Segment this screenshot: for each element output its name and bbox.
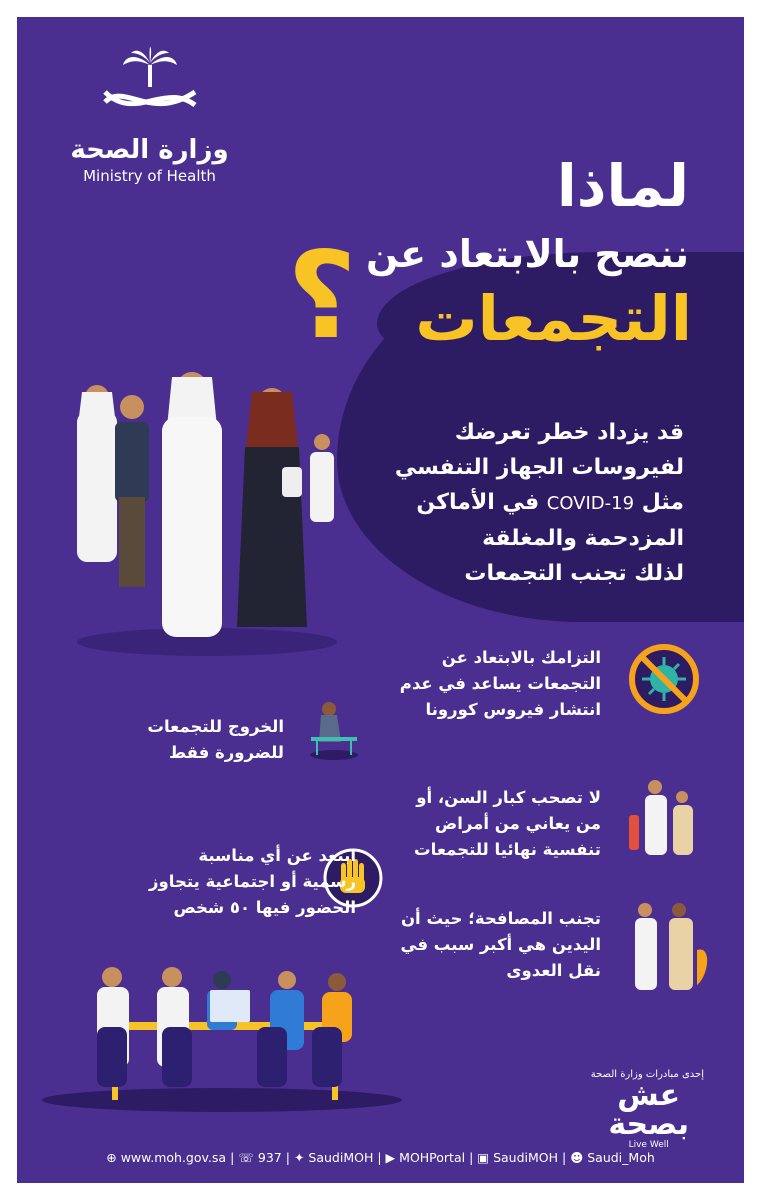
tip-handshake	[401, 906, 601, 984]
tip-events	[149, 843, 356, 921]
footer-phone[interactable]: 937	[257, 1150, 282, 1165]
tip-events-line3: الحضور فيها ٥٠ شخص	[173, 898, 356, 917]
handshake-illustration	[627, 895, 712, 995]
title-line1: لماذا	[556, 152, 689, 220]
twitter-icon: ✦	[293, 1150, 305, 1165]
tip-necessity-line1: الخروج للتجمعات	[147, 717, 284, 736]
live-well-logo	[608, 1078, 689, 1150]
tip-commit	[400, 645, 601, 723]
question-mark: ؟	[287, 227, 357, 366]
brand-tagline: Live Well	[628, 1140, 669, 1150]
brand-name-line2: بصحة	[608, 1106, 689, 1142]
globe-icon: ⊕	[106, 1150, 117, 1165]
footer-facebook[interactable]: SaudiMOH	[493, 1150, 559, 1165]
phone-icon: ☏	[238, 1150, 254, 1165]
footer-contacts	[17, 1150, 744, 1165]
no-virus-icon	[627, 642, 701, 716]
intro-line3-pre: مثل	[641, 490, 684, 515]
tip-events-line2: رسمية أو اجتماعية يتجاوز	[149, 872, 356, 891]
youtube-icon: ▶	[385, 1150, 396, 1165]
snapchat-icon: ☻	[570, 1150, 584, 1165]
intro-text	[344, 415, 684, 591]
footer-website[interactable]: www.moh.gov.sa	[120, 1150, 227, 1165]
tip-necessity	[147, 714, 284, 766]
meeting-illustration	[42, 952, 402, 1112]
woman-desk-illustration	[307, 697, 361, 761]
logo-arabic: وزارة الصحة	[70, 135, 229, 165]
tip-commit-line1: التزامك بالابتعاد عن	[441, 648, 601, 667]
footer-separator: |	[562, 1150, 567, 1165]
poster	[17, 17, 744, 1183]
footer-snapchat[interactable]: Saudi_Moh	[587, 1150, 655, 1165]
tip-handshake-line2: اليدين هي أكبر سبب في	[400, 935, 601, 954]
tip-elderly-line1: لا تصحب كبار السن، أو	[416, 788, 601, 807]
initiative-label: إحدى مبادرات وزارة الصحة	[590, 1069, 704, 1080]
footer-separator: |	[377, 1150, 382, 1165]
ministry-logo	[62, 47, 237, 185]
tip-handshake-line1: تجنب المصافحة؛ حيث أن	[400, 909, 601, 928]
logo-english: Ministry of Health	[83, 167, 216, 185]
intro-line4: المزدحمة والمغلقة	[482, 526, 684, 551]
covid-label: COVID-19	[546, 493, 635, 514]
footer-youtube[interactable]: MOHPortal	[399, 1150, 466, 1165]
title-line3: التجمعات	[415, 282, 692, 355]
tip-commit-line2: التجمعات يساعد في عدم	[399, 674, 601, 693]
intro-line3-post: في الأماكن	[416, 490, 540, 515]
palm-swords-emblem-icon	[95, 47, 205, 127]
title-line2: ننصح بالابتعاد عن	[365, 232, 689, 276]
footer-separator: |	[285, 1150, 290, 1165]
footer-separator: |	[230, 1150, 235, 1165]
tip-handshake-line3: نقل العدوى	[506, 961, 601, 980]
brand-name-line1: عش	[617, 1078, 681, 1113]
facebook-icon: ▣	[477, 1150, 490, 1165]
intro-line1: قد يزداد خطر تعرضك	[454, 420, 684, 445]
elderly-people-illustration	[627, 775, 702, 860]
intro-line5: لذلك تجنب التجمعات	[464, 561, 684, 586]
intro-line3	[344, 485, 684, 521]
tip-necessity-line2: للضرورة فقط	[168, 743, 284, 762]
people-group-illustration	[67, 357, 347, 657]
tip-elderly-line3: تنفسية نهائيا للتجمعات	[414, 840, 601, 859]
tip-elderly-line2: من يعاني من أمراض	[435, 814, 601, 833]
tip-events-line1: ابتعد عن أي مناسبة	[198, 846, 356, 865]
intro-line2: لفيروسات الجهاز التنفسي	[394, 455, 684, 480]
footer-separator: |	[469, 1150, 474, 1165]
tip-elderly	[414, 785, 601, 863]
footer-twitter[interactable]: SaudiMOH	[308, 1150, 374, 1165]
tip-commit-line3: انتشار فيروس كورونا	[425, 700, 601, 719]
